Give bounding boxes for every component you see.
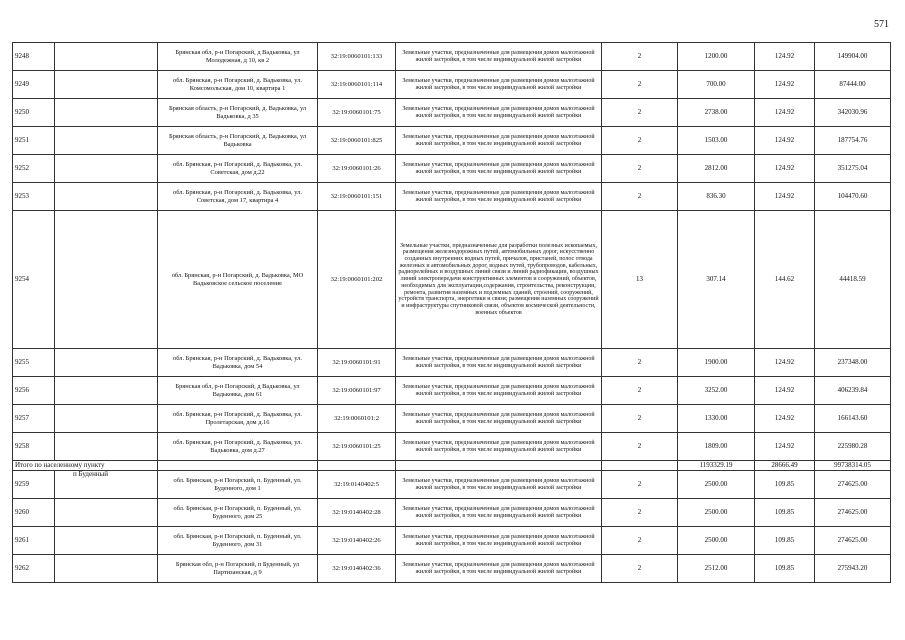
cadastral-value-cell: 44418.59 <box>815 211 891 349</box>
table-body-vadkovka <box>13 43 891 461</box>
area-cell: 1200.00 <box>678 43 755 71</box>
rate-cell: 124.92 <box>755 405 815 433</box>
settlement-cell <box>55 555 158 583</box>
table-row <box>13 183 891 211</box>
cadastral-value-cell: 149904.00 <box>815 43 891 71</box>
cadastral-number-cell: 32:19:0060101:97 <box>318 377 396 405</box>
rate-cell: 124.92 <box>755 99 815 127</box>
table-row <box>13 43 891 71</box>
rate-cell: 124.92 <box>755 183 815 211</box>
cadastral-value-cell: 274625.00 <box>815 499 891 527</box>
land-use-cell: Земельные участки, предназначенные для размещения домов малоэтажной жилой застройки, в том числе индивидуальной жилой застройки <box>396 183 602 211</box>
row-number: 9257 <box>13 405 55 433</box>
cadastral-value-cell: 166143.60 <box>815 405 891 433</box>
total-rate: 28666.49 <box>755 461 815 471</box>
settlement-cell <box>55 43 158 71</box>
row-number: 9258 <box>13 433 55 461</box>
total-area: 1193329.19 <box>678 461 755 471</box>
rate-cell: 124.92 <box>755 43 815 71</box>
land-use-cell: Земельные участки, предназначенные для размещения домов малоэтажной жилой застройки, в том числе индивидуальной жилой застройки <box>396 349 602 377</box>
address-cell: обл. Брянская, р-н Погарский, д. Вадьковка, ул. Пролетарская, дом д.16 <box>158 405 318 433</box>
row-number: 9250 <box>13 99 55 127</box>
address-cell: обл. Брянская, р-н Погарский, д. Вадьковка, ул. Вадьковка, дом д.27 <box>158 433 318 461</box>
table-body-budenny <box>13 471 891 583</box>
row-number: 9262 <box>13 555 55 583</box>
area-cell: 2500.00 <box>678 471 755 499</box>
land-register-table <box>12 42 891 583</box>
total-row <box>13 461 891 471</box>
cadastral-number-cell: 32:19:0060101:26 <box>318 155 396 183</box>
settlement-cell <box>55 499 158 527</box>
cadastral-number-cell: 32:19:0060101:202 <box>318 211 396 349</box>
land-use-cell: Земельные участки, предназначенные для размещения домов малоэтажной жилой застройки, в том числе индивидуальной жилой застройки <box>396 499 602 527</box>
rate-cell: 124.92 <box>755 433 815 461</box>
category-cell: 2 <box>602 527 678 555</box>
area-cell: 836.30 <box>678 183 755 211</box>
rate-cell: 124.92 <box>755 349 815 377</box>
rate-cell: 124.92 <box>755 71 815 99</box>
settlement-cell <box>55 211 158 349</box>
table-row <box>13 555 891 583</box>
cadastral-number-cell: 32:19:0140402:26 <box>318 527 396 555</box>
cadastral-value-cell: 225980.28 <box>815 433 891 461</box>
address-cell: обл. Брянская, р-н Погарский, д. Вадьковка, МО Вадьковское сельское поселение <box>158 211 318 349</box>
table-row <box>13 405 891 433</box>
table-row <box>13 499 891 527</box>
rate-cell: 109.85 <box>755 499 815 527</box>
cadastral-value-cell: 87444.00 <box>815 71 891 99</box>
category-cell: 2 <box>602 71 678 99</box>
land-use-cell: Земельные участки, предназначенные для размещения домов малоэтажной жилой застройки, в том числе индивидуальной жилой застройки <box>396 377 602 405</box>
cadastral-number-cell: 32:19:0060101:25 <box>318 433 396 461</box>
table-row <box>13 71 891 99</box>
cadastral-value-cell: 351275.04 <box>815 155 891 183</box>
category-cell: 2 <box>602 499 678 527</box>
settlement-cell <box>55 155 158 183</box>
area-cell: 307.14 <box>678 211 755 349</box>
row-number: 9259 <box>13 471 55 499</box>
table-row <box>13 377 891 405</box>
settlement-cell <box>55 183 158 211</box>
settlement-cell <box>55 433 158 461</box>
address-cell: обл. Брянская, р-н Погарский, д. Вадьковка, ул. Комсомольская, дом 10, квартира 1 <box>158 71 318 99</box>
area-cell: 700.00 <box>678 71 755 99</box>
row-number: 9251 <box>13 127 55 155</box>
address-cell: обл. Брянская, р-н Погарский, д. Вадьковка, ул. Советская, дом 17, квартира 4 <box>158 183 318 211</box>
address-cell: обл. Брянская, р-н Погарский, п. Буденный, ул. Буденного, дом 31 <box>158 527 318 555</box>
total-value: 99738314.05 <box>815 461 891 471</box>
land-use-cell: Земельные участки, предназначенные для размещения домов малоэтажной жилой застройки, в том числе индивидуальной жилой застройки <box>396 99 602 127</box>
table-body-total <box>13 461 891 471</box>
category-cell: 2 <box>602 471 678 499</box>
land-use-cell: Земельные участки, предназначенные для размещения домов малоэтажной жилой застройки, в том числе индивидуальной жилой застройки <box>396 555 602 583</box>
category-cell: 2 <box>602 555 678 583</box>
cadastral-value-cell: 342030.96 <box>815 99 891 127</box>
settlement-cell <box>55 405 158 433</box>
area-cell: 2512.00 <box>678 555 755 583</box>
settlement-cell: п Буденный <box>55 471 158 499</box>
table-row <box>13 471 891 499</box>
area-cell: 1503.00 <box>678 127 755 155</box>
area-cell: 2500.00 <box>678 527 755 555</box>
address-cell: Брянская область, р-н Погарский, д. Вадьковка, ул Вадьковка <box>158 127 318 155</box>
cadastral-number-cell: 32:19:0060101:825 <box>318 127 396 155</box>
settlement-cell <box>55 527 158 555</box>
cadastral-number-cell: 32:19:0140402:28 <box>318 499 396 527</box>
settlement-cell <box>55 377 158 405</box>
rate-cell: 124.92 <box>755 155 815 183</box>
row-number: 9252 <box>13 155 55 183</box>
rate-cell: 124.92 <box>755 377 815 405</box>
settlement-cell <box>55 71 158 99</box>
category-cell: 2 <box>602 405 678 433</box>
address-cell: обл. Брянская, р-н Погарский, п. Буденный, ул. Буденного, дом 25 <box>158 499 318 527</box>
table-row <box>13 99 891 127</box>
table-row <box>13 211 891 349</box>
table-row <box>13 527 891 555</box>
settlement-cell <box>55 99 158 127</box>
cadastral-value-cell: 275943.20 <box>815 555 891 583</box>
rate-cell: 144.62 <box>755 211 815 349</box>
land-use-cell: Земельные участки, предназначенные для размещения домов малоэтажной жилой застройки, в том числе индивидуальной жилой застройки <box>396 527 602 555</box>
rate-cell: 124.92 <box>755 127 815 155</box>
cadastral-number-cell: 32:19:0140402:36 <box>318 555 396 583</box>
address-cell: обл. Брянская, р-н Погарский, д. Вадьковка, ул. Советская, дом д.22 <box>158 155 318 183</box>
category-cell: 2 <box>602 377 678 405</box>
land-use-cell: Земельные участки, предназначенные для размещения домов малоэтажной жилой застройки, в том числе индивидуальной жилой застройки <box>396 471 602 499</box>
cadastral-value-cell: 104470.60 <box>815 183 891 211</box>
address-cell: обл. Брянская, р-н Погарский, п. Буденный, ул. Буденного, дом 1 <box>158 471 318 499</box>
rate-cell: 109.85 <box>755 555 815 583</box>
table-row <box>13 349 891 377</box>
cadastral-value-cell: 406239.84 <box>815 377 891 405</box>
rate-cell: 109.85 <box>755 527 815 555</box>
cadastral-value-cell: 274625.00 <box>815 471 891 499</box>
cadastral-number-cell: 32:19:0060101:75 <box>318 99 396 127</box>
rate-cell: 109.85 <box>755 471 815 499</box>
total-label: Итого по населенному пункту <box>13 461 158 471</box>
land-use-cell: Земельные участки, предназначенные для размещения домов малоэтажной жилой застройки, в том числе индивидуальной жилой застройки <box>396 433 602 461</box>
area-cell: 2500.00 <box>678 499 755 527</box>
address-cell: Брянская обл, р-н Погарский, п Буденный, ул Партизанская, д 9 <box>158 555 318 583</box>
table-row <box>13 155 891 183</box>
table-row <box>13 433 891 461</box>
row-number: 9261 <box>13 527 55 555</box>
category-cell: 2 <box>602 155 678 183</box>
row-number: 9260 <box>13 499 55 527</box>
address-cell: обл. Брянская, р-н Погарский, д. Вадьковка, ул. Вадьковка, дом 54 <box>158 349 318 377</box>
category-cell: 2 <box>602 127 678 155</box>
row-number: 9254 <box>13 211 55 349</box>
area-cell: 3252.00 <box>678 377 755 405</box>
cadastral-value-cell: 237348.00 <box>815 349 891 377</box>
land-use-cell: Земельные участки, предназначенные для размещения домов малоэтажной жилой застройки, в том числе индивидуальной жилой застройки <box>396 71 602 99</box>
settlement-cell <box>55 127 158 155</box>
area-cell: 2812.00 <box>678 155 755 183</box>
row-number: 9253 <box>13 183 55 211</box>
cadastral-value-cell: 274625.00 <box>815 527 891 555</box>
land-use-cell: Земельные участки, предназначенные для размещения домов малоэтажной жилой застройки, в том числе индивидуальной жилой застройки <box>396 43 602 71</box>
category-cell: 2 <box>602 43 678 71</box>
area-cell: 2738.00 <box>678 99 755 127</box>
cadastral-number-cell: 32:19:0060101:133 <box>318 43 396 71</box>
cadastral-number-cell: 32:19:0060101:2 <box>318 405 396 433</box>
cadastral-number-cell: 32:19:0060101:91 <box>318 349 396 377</box>
row-number: 9249 <box>13 71 55 99</box>
category-cell: 2 <box>602 183 678 211</box>
area-cell: 1330.00 <box>678 405 755 433</box>
land-use-cell: Земельные участки, предназначенные для разработки полезных ископаемых, размещения железнодорожных путей, автомобильных дорог, искусственно созданных внутренних водных путей, причалов, пристаней, полос отвода железных и автомобильных дорог, водных путей, трубопроводов, кабельных, радиорелейных и воздушных линий связи и линий радиофикации, воздушных линий электропередачи конструктивных элементов и сооружений, объектов, необходимых для эксплуатации,содержания, строительства, реконструкции, ремонта, развития наземных и подземных зданий, строений, сооружений, устройств транспорта, энергетики и связи; размещения наземных сооружений и инфраструктуры спутниковой связи, объектов космической деятельности, военных объектов <box>396 211 602 349</box>
area-cell: 1900.00 <box>678 349 755 377</box>
category-cell: 2 <box>602 99 678 127</box>
land-use-cell: Земельные участки, предназначенные для размещения домов малоэтажной жилой застройки, в том числе индивидуальной жилой застройки <box>396 405 602 433</box>
cadastral-number-cell: 32:19:0060101:151 <box>318 183 396 211</box>
address-cell: Брянская обл, р-н Погарский, д Вадьковка, ул Вадьковка, дом 61 <box>158 377 318 405</box>
cadastral-number-cell: 32:19:0060101:114 <box>318 71 396 99</box>
address-cell: Брянская обл, р-н Погарский, д Вадьковка, ул Молодежная, д 10, кв 2 <box>158 43 318 71</box>
table-row <box>13 127 891 155</box>
row-number: 9255 <box>13 349 55 377</box>
category-cell: 2 <box>602 433 678 461</box>
address-cell: Брянская область, р-н Погарский, д. Вадьковка, ул Вадьковка, д 35 <box>158 99 318 127</box>
category-cell: 2 <box>602 349 678 377</box>
row-number: 9248 <box>13 43 55 71</box>
land-use-cell: Земельные участки, предназначенные для размещения домов малоэтажной жилой застройки, в том числе индивидуальной жилой застройки <box>396 155 602 183</box>
settlement-cell <box>55 349 158 377</box>
land-use-cell: Земельные участки, предназначенные для размещения домов малоэтажной жилой застройки, в том числе индивидуальной жилой застройки <box>396 127 602 155</box>
page-number: 571 <box>874 19 889 30</box>
cadastral-value-cell: 187754.76 <box>815 127 891 155</box>
cadastral-number-cell: 32:19:0140402:5 <box>318 471 396 499</box>
row-number: 9256 <box>13 377 55 405</box>
category-cell: 13 <box>602 211 678 349</box>
area-cell: 1809.00 <box>678 433 755 461</box>
